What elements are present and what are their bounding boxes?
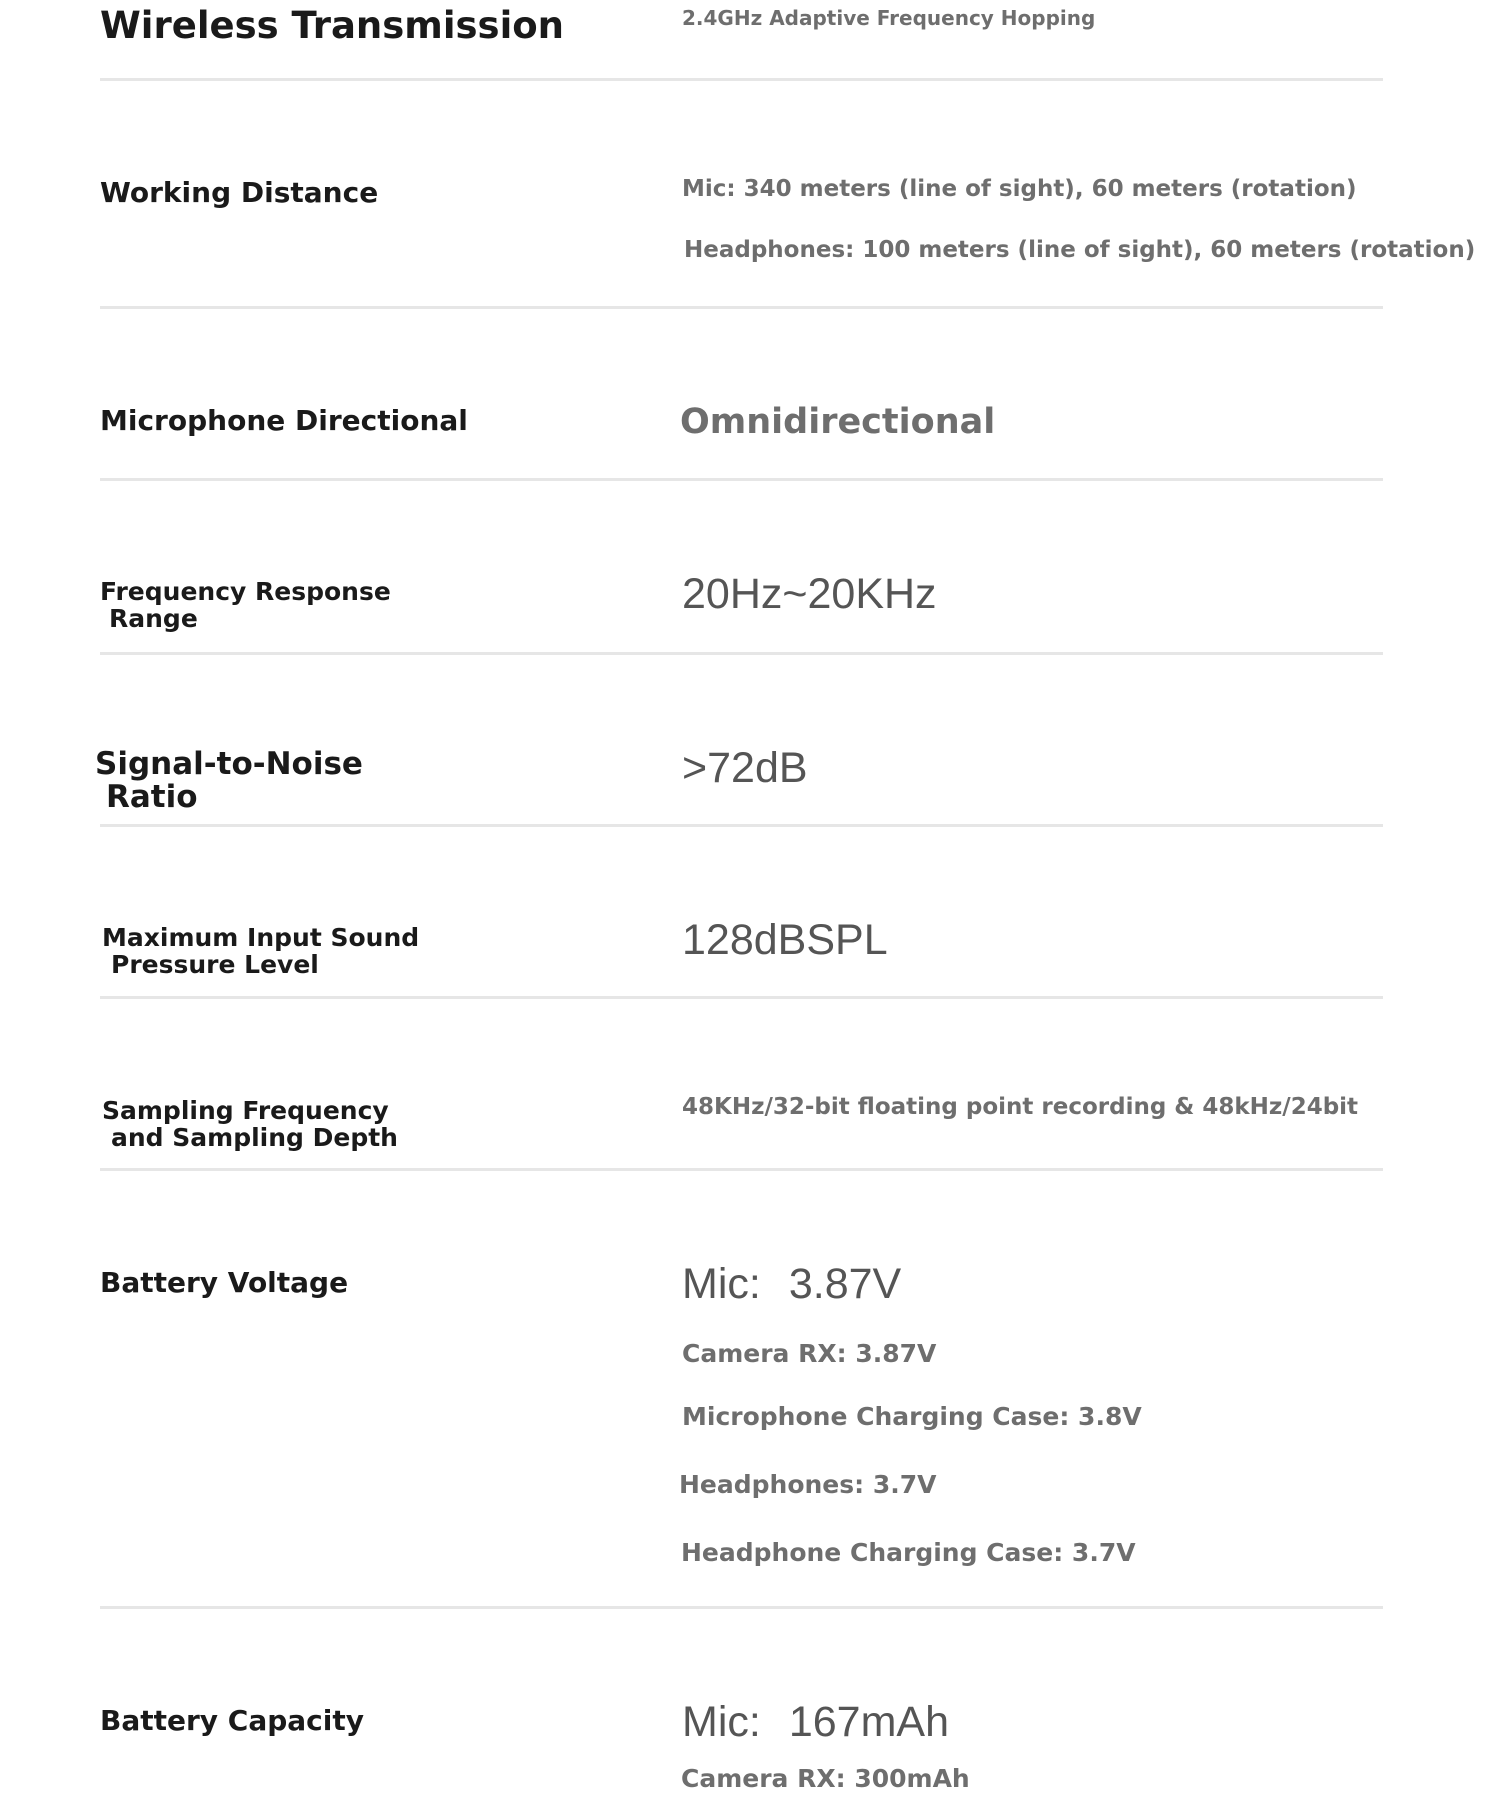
mic-prefix: Mic: [682,1698,761,1746]
mic-value: 3.87V [788,1260,902,1308]
spec-value-voltage-mic-case: Microphone Charging Case: 3.8V [682,1402,1142,1431]
label-line: Pressure Level [111,950,319,979]
label-line: Frequency Response [100,577,391,606]
label-line: Signal-to-Noise [95,746,363,782]
spec-label-wireless-transmission: Wireless Transmission [100,4,565,47]
mic-prefix: Mic: [682,1260,761,1308]
row-divider [100,1168,1383,1171]
spec-label-sampling [102,1097,398,1151]
spec-label-battery-capacity: Battery Capacity [100,1704,365,1737]
spec-value-frequency-response: 20Hz~20KHz [682,570,937,618]
spec-value-capacity-camera-rx: Camera RX: 300mAh [681,1764,970,1793]
label-line: Range [109,604,198,633]
row-divider [100,1606,1383,1609]
spec-value-voltage-headphones: Headphones: 3.7V [679,1470,937,1499]
spec-value-directional: Omnidirectional [680,402,996,442]
spec-label-battery-voltage: Battery Voltage [100,1266,349,1299]
row-divider [100,306,1383,309]
spec-value-voltage-headphone-case: Headphone Charging Case: 3.7V [681,1538,1136,1567]
spec-label-spl [102,924,419,978]
spec-label-frequency-response [100,578,391,632]
spec-value-capacity-mic [682,1698,949,1747]
row-divider [100,478,1383,481]
spec-value-distance-headphones: Headphones: 100 meters (line of sight), 60 meters (rotation) [684,237,1476,263]
spec-value-snr: >72dB [682,744,808,792]
spec-value-sampling: 48KHz/32-bit floating point recording & 48kHz/24bit [682,1094,1359,1120]
spec-label-snr [95,748,363,814]
spec-value-spl: 128dBSPL [682,916,888,964]
label-line: Ratio [106,779,198,815]
row-divider [100,652,1383,655]
spec-label-microphone-directional: Microphone Directional [100,404,468,437]
spec-value-distance-mic: Mic: 340 meters (line of sight), 60 meters (rotation) [682,176,1357,202]
row-divider [100,78,1383,81]
row-divider [100,996,1383,999]
label-line: Sampling Frequency [102,1096,389,1125]
spec-value-voltage-camera-rx: Camera RX: 3.87V [682,1339,937,1368]
mic-value: 167mAh [788,1698,949,1746]
label-line: Maximum Input Sound [102,923,420,952]
spec-label-working-distance: Working Distance [100,176,379,209]
label-line: and Sampling Depth [111,1123,398,1152]
spec-value-voltage-mic [682,1260,901,1309]
spec-value-wireless-transmission: 2.4GHz Adaptive Frequency Hopping [682,6,1096,30]
row-divider [100,824,1383,827]
